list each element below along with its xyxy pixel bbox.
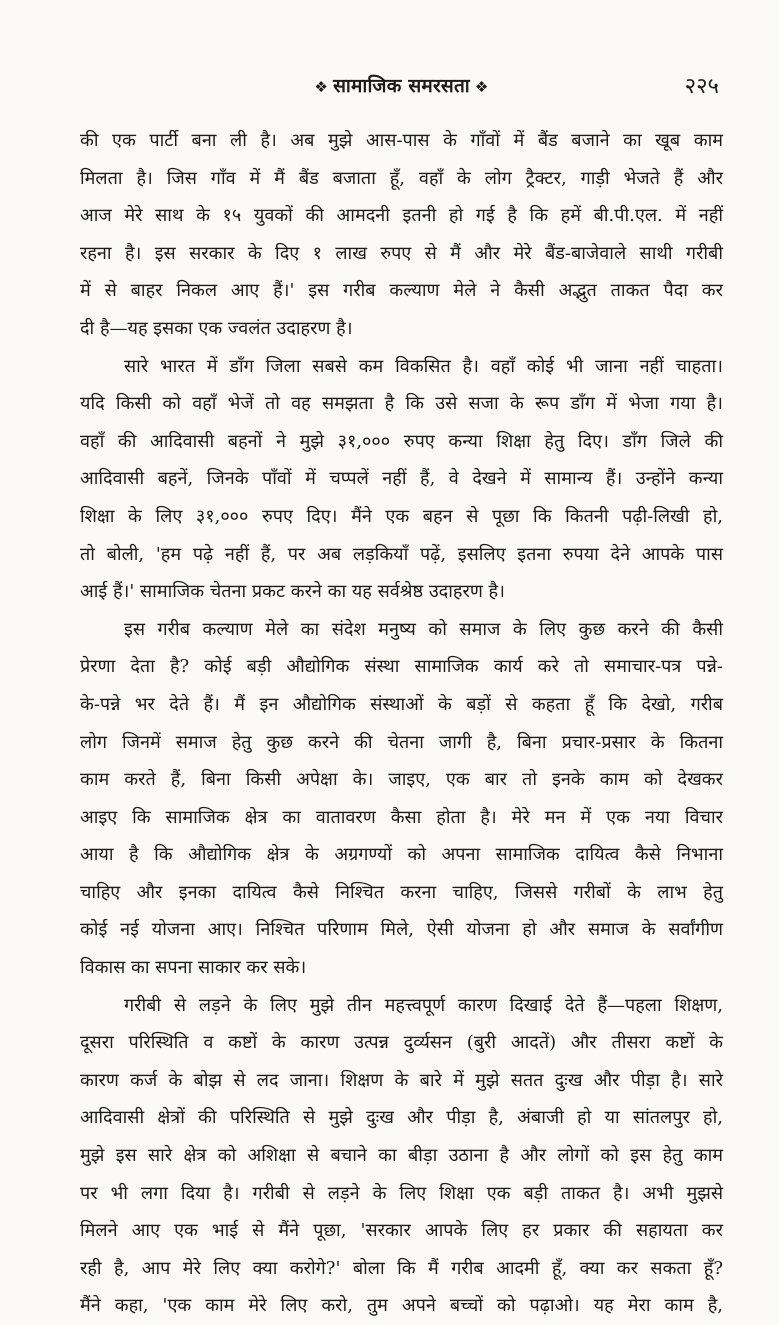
text-line: काम करते हैं, बिना किसी अपेक्षा के। जाइए, एक बार तो इनके काम को देखकर (80, 769, 723, 791)
text-line: रहना है। इस सरकार के दिए १ लाख रुपए से मैं और मेरे बैंड-बाजेवाले साथी गरीबी (80, 242, 723, 264)
text-line: दी है—यह इसका एक ज्वलंत उदाहरण है। (80, 317, 353, 339)
ornament-left-icon: ❖ (314, 78, 329, 96)
text-line: लोग जिनमें समाज हेतु कुछ करने की चेतना जागी है, बिना प्रचार-प्रसार के कितना (80, 731, 723, 753)
body-text (80, 122, 723, 1325)
chapter-title: सामाजिक समरसता (333, 75, 470, 97)
text-line: मिलने आए एक भाई से मैंने पूछा, 'सरकार आपके लिए हर प्रकार की सहायता कर (80, 1220, 723, 1242)
page-number: २२५ (684, 74, 719, 99)
text-line: इस गरीब कल्याण मेले का संदेश मनुष्य को समाज के लिए कुछ करने की कैसी (124, 618, 723, 640)
text-line: कारण कर्ज के बोझ से लद जाना। शिक्षण के बारे में मुझे सतत दुःख और पीड़ा है। सारे (80, 1069, 723, 1091)
text-line: की एक पार्टी बना ली है। अब मुझे आस-पास के गाँवों में बैंड बजाने का खूब काम (80, 130, 723, 151)
page-header (80, 68, 723, 108)
text-line: रही है, आप मेरे लिए क्या करोगे?' बोला कि मैं गरीब आदमी हूँ, क्या कर सकता हूँ? (80, 1257, 723, 1279)
text-line: आई हैं।' सामाजिक चेतना प्रकट करने का यह सर्वश्रेष्ठ उदाहरण है। (80, 581, 505, 603)
text-line: आदिवासी क्षेत्रों की परिस्थिति से मुझे दुःख और पीड़ा है, अंबाजी हो या सांतलपुर हो, (80, 1107, 723, 1129)
text-line: आया है कि औद्योगिक क्षेत्र के अग्रगण्यों को अपना सामाजिक दायित्व कैसे निभाना (80, 844, 723, 866)
ornament-right-icon: ❖ (474, 78, 489, 96)
text-line: आइए कि सामाजिक क्षेत्र का वातावरण कैसा होता है। मेरे मन में एक नया विचार (80, 806, 723, 828)
text-line: मिलता है। जिस गाँव में मैं बैंड बजाता हूँ, वहाँ के लोग ट्रैक्टर, गाड़ी भेजते हैं और (80, 167, 723, 189)
text-line: प्रेरणा देता है? कोई बड़ी औद्योगिक संस्था सामाजिक कार्य करे तो समाचार-पत्र पन्ने- (80, 656, 723, 678)
text-line: मुझे इस सारे क्षेत्र को अशिक्षा से बचाने का बीड़ा उठाना है और लोगों को इस हेतु काम (80, 1145, 723, 1167)
text-line: वहाँ की आदिवासी बहनों ने मुझे ३१,००० रुपए कन्या शिक्षा हेतु दिए। डाँग जिले की (80, 430, 723, 452)
text-line: मैंने कहा, 'एक काम मेरे लिए करो, तुम अपने बच्चों को पढ़ाओ। यह मेरा काम है, (80, 1295, 723, 1317)
text-line: पर भी लगा दिया है। गरीबी से लड़ने के लिए शिक्षा एक बड़ी ताकत है। अभी मुझसे (80, 1182, 723, 1204)
text-line: दूसरा परिस्थिति व कष्टों के कारण उत्पन्न दुर्व्यसन (बुरी आदतें) और तीसरा कष्टों के (80, 1032, 723, 1054)
text-line: तो बोली, 'हम पढ़े नहीं हैं, पर अब लड़कियाँ पढ़ें, इसलिए इतना रुपया देने आपके पास (80, 543, 723, 565)
text-line: सारे भारत में डाँग जिला सबसे कम विकसित है। वहाँ कोई भी जाना नहीं चाहता। (124, 355, 723, 377)
text-line: विकास का सपना साकार कर सके। (80, 957, 307, 979)
text-line: गरीबी से लड़ने के लिए मुझे तीन महत्त्वपूर्ण कारण दिखाई देते हैं—पहला शिक्षण, (124, 994, 723, 1016)
text-line: कोई नई योजना आए। निश्चित परिणाम मिले, ऐसी योजना हो और समाज के सर्वांगीण (80, 919, 723, 941)
text-line: चाहिए और इनका दायित्व कैसे निश्चित करना चाहिए, जिससे गरीबों के लाभ हेतु (80, 881, 723, 903)
text-line: यदि किसी को वहाँ भेजें तो वह समझता है कि उसे सजा के रूप डाँग में भेजा गया है। (80, 393, 723, 415)
text-line: आदिवासी बहनें, जिनके पाँवों में चप्पलें नहीं हैं, वे देखने में सामान्य हैं। उन्होंने कन्या (80, 468, 723, 490)
text-line: आज मेरे साथ के १५ युवकों की आमदनी इतनी हो गई है कि हमें बी.पी.एल. में नहीं (80, 205, 723, 227)
text-line: में से बाहर निकल आए हैं।' इस गरीब कल्याण मेले ने कैसी अद्भुत ताकत पैदा कर (80, 280, 723, 302)
text-line: के-पन्ने भर देते हैं। मैं इन औद्योगिक संस्थाओं के बड़ों से कहता हूँ कि देखो, गरीब (80, 693, 723, 715)
text-line: शिक्षा के लिए ३१,००० रुपए दिए। मैंने एक बहन से पूछा कि कितनी पढ़ी-लिखी हो, (80, 505, 723, 527)
running-title (80, 72, 723, 98)
